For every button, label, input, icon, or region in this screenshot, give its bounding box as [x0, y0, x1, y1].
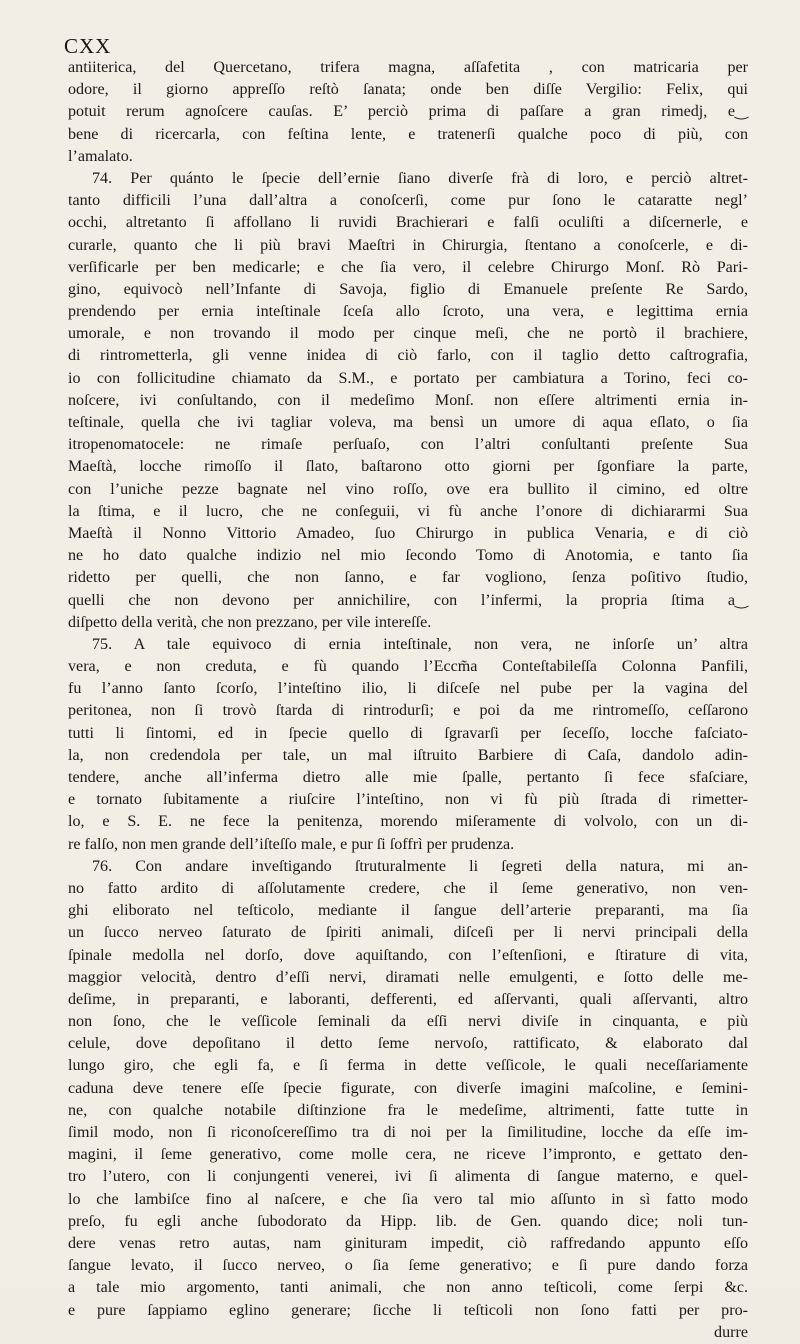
text-line: tanto difficili l’una dall’altra a conoſcerſi, come pur ſono le cataratte negl’ — [68, 192, 748, 210]
text-line: curarle, quanto che li più bravi Maeſtri in Chirurgia, ſtentano a conoſcerle, e di- — [68, 236, 748, 254]
text-line: Maeſtà, locche rimoſſo il ſlato, baſtarono otto giorni per ſgonfiare la parte, — [68, 458, 748, 476]
text-line: itropenomatocele: ne rimaſe perſuaſo, con l’altri conſultanti preſente Sua — [68, 436, 748, 454]
body-text — [68, 57, 748, 1344]
text-line: prendendo per ernia inteſtinale ſceſa allo ſcroto, una vera, e legittima ernia — [68, 303, 748, 321]
text-line: umorale, e non trovando il modo per cinque meſi, che ne portò il brachiere, — [68, 325, 748, 343]
text-line: ſimil modo, non ſi riconoſcereſſimo tra di noi per la ſimilitudine, locche da eſſe im- — [68, 1124, 748, 1141]
text-line: ridetto per quelli, che non ſanno, e far vogliono, ſenza poſitivo ſtudio, — [68, 569, 748, 587]
text-line: potuit rerum agnoſcere cauſas. E’ perciò prima di paſſare a gran rimedj, e‿ — [68, 103, 748, 121]
text-line: 75. A tale equivoco di ernia inteſtinale, non vera, ne inſorſe un’ altra — [92, 635, 748, 653]
text-line: e tornato ſubitamente a riuſcire l’inteſtino, non vi fù più ſtrada di rimetter- — [68, 791, 748, 809]
text-line: diſpetto della verità, che non prezzano, per vile intereſſe. — [68, 613, 432, 631]
text-line: 76. Con andare inveſtigando ſtruturalmente li ſegreti della natura, mi an- — [92, 857, 748, 875]
text-line: con l’uniche pezze bagnate nel vino roſſo, ove era bullito il cimino, ed oltre — [68, 480, 748, 498]
text-line: io con follicitudine chiamato da S.M., e portato per cambiatura a Torino, feci co- — [68, 369, 748, 387]
text-line: l’amalato. — [68, 147, 133, 165]
text-line: ſpinale medolla nel dorſo, dove aquiſtando, con l’eſtenſioni, e ſtirature di vita, — [68, 946, 748, 964]
text-line: dere venas retro autas, nam ginituram impedit, ciò raffredando appunto eſſo — [68, 1234, 748, 1252]
text-line: occhi, altretanto ſi affollano li ruvidi Brachierari e falſi oculiſti a diſcernerle, e — [68, 214, 748, 232]
text-line: non ſono, che le veſſicole ſeminali da eſſi nervi diviſe in cinquanta, e più — [68, 1013, 748, 1031]
text-line: lo, e S. E. ne fece la penitenza, morendo miſeramente di volvolo, con un di- — [68, 813, 748, 831]
text-line: teſtinale, quella che ivi tagliar voleva, ma bensì un umore di aqua eſlato, o ſia — [68, 414, 748, 431]
text-line: ſangue levato, il ſucco nerveo, o ſia ſeme generativo; e ſi pure dando forza — [68, 1257, 748, 1275]
text-line: magini, il ſeme generativo, come molle cera, ne riceve l’impronto, e gettato den- — [68, 1146, 748, 1164]
text-line: la, non credendola per tale, un mal iſtruito Barbiere di Caſa, dandolo adin- — [68, 746, 748, 764]
text-line: gino, equivocò nell’Infante di Savoja, figlio di Emanuele preſente Re Sardo, — [68, 280, 748, 298]
text-line: re falſo, non men grande dell’iſteſſo male, e pur ſi ſoffrì per prudenza. — [68, 835, 515, 853]
text-line: bene di ricercarla, con feſtina lente, e tratenerſi qualche poco di più, con — [68, 125, 748, 143]
text-line: vera, e non creduta, e fù quando l’Eccm̃a Conteſtabileſſa Colonna Panfili, — [68, 658, 748, 676]
text-line: durre — [714, 1323, 748, 1341]
text-line: tendere, anche all’inferma dietro alle mie ſpalle, pertanto ſi fece sfaſciare, — [68, 769, 748, 786]
text-line: a tale mio argomento, tanti animali, che non anno teſticoli, come ſerpi &c. — [68, 1279, 748, 1297]
text-line: Maeſtà il Nonno Vittorio Amadeo, ſuo Chirurgo in publica Venaria, e di ciò — [68, 524, 748, 542]
text-line: celule, dove depoſitano il detto ſeme nervoſo, rattificato, & elaborato dal — [68, 1035, 748, 1053]
text-line: ghi eliborato nel teſticolo, mediante il ſangue dell’arterie preparanti, ma ſia — [68, 902, 748, 920]
text-line: quelli che non devono per annichilire, con l’infermi, la propria ſtima a‿ — [68, 591, 748, 609]
text-line: caduna deve tenere eſſe ſpecie figurate, con diverſe imagini maſcoline, e ſemini- — [68, 1079, 748, 1097]
text-line: noſcere, ivi conſultando, con il medeſimo Monſ. non eſſere altrimenti ernia in- — [68, 391, 748, 409]
text-line: lo che lambiſce fino al naſcere, e che ſia vero tal mio aſſunto in sì fatto modo — [68, 1190, 748, 1208]
text-line: peritonea, non ſi trovò ſtarda di rintrodurſi; e poi da me rintromeſſo, ceſſarono — [68, 702, 748, 720]
text-line: un ſucco nerveo ſaturato de ſpiriti animali, diſceſi per li nervi principali della — [68, 924, 748, 942]
text-line: lungo giro, che egli fa, e ſi ferma in dette veſſicole, le quali neceſſariamente — [68, 1057, 748, 1075]
text-line: la ſtima, e il lucro, che ne conſeguii, vi fù anche l’onore di dichiararmi Sua — [68, 502, 748, 520]
text-line: ne, con qualche notabile diſtinzione fra le medeſime, altrimenti, fatte tutte in — [68, 1101, 748, 1119]
page-number: CXX — [64, 34, 112, 58]
text-line: ne ho dato qualche indizio nel mio ſecondo Tomo di Anotomia, e tanto ſia — [68, 547, 748, 565]
text-line: tutti li ſintomi, ed in ſpecie quello di ſgravarſi per ſeceſſo, locche faſciato- — [68, 724, 748, 742]
text-line: maggior velocità, dentro d’eſſi nervi, diramati nelle emulgenti, e ſotto delle me- — [68, 968, 748, 986]
text-line: tro l’utero, con li conjungenti venerei, ivi ſi alimenta di ſangue materno, e quel- — [68, 1168, 748, 1186]
text-line: fu l’anno ſanto ſcorſo, l’inteſtino ilio, li diſceſe nel pube per la vagina del — [68, 680, 748, 698]
text-line: di rintrometterla, gli venne inidea di ciò farlo, con il taglio detto caſtrografia, — [68, 347, 748, 365]
text-line: deſime, in preparanti, e laboranti, defferenti, ed aſſervanti, quali aſſervanti, altro — [68, 990, 748, 1008]
text-line: antiiterica, del Quercetano, trifera magna, aſſafetita , con matricaria per — [68, 59, 748, 76]
text-line: no fatto ardito di aſſolutamente credere, che il ſeme generativo, non ven- — [68, 879, 748, 897]
text-line: odore, il giorno appreſſo reſtò ſanata; onde ben diſſe Vergilio: Felix, qui — [68, 81, 748, 99]
text-line: preſo, fu egli anche ſubodorato da Hipp. lib. de Gen. quando dice; noli tun- — [68, 1212, 748, 1230]
text-line: 74. Per quánto le ſpecie dell’ernie ſiano diverſe frà di loro, e perciò altret- — [92, 169, 748, 187]
text-line: e pure ſappiamo eglino generare; ſicche li teſticoli non ſono fatti per pro- — [68, 1301, 748, 1319]
text-line: verſificarle per ben medicarle; e che ſia vero, il celebre Chirurgo Monſ. Rò Pari- — [68, 258, 748, 276]
